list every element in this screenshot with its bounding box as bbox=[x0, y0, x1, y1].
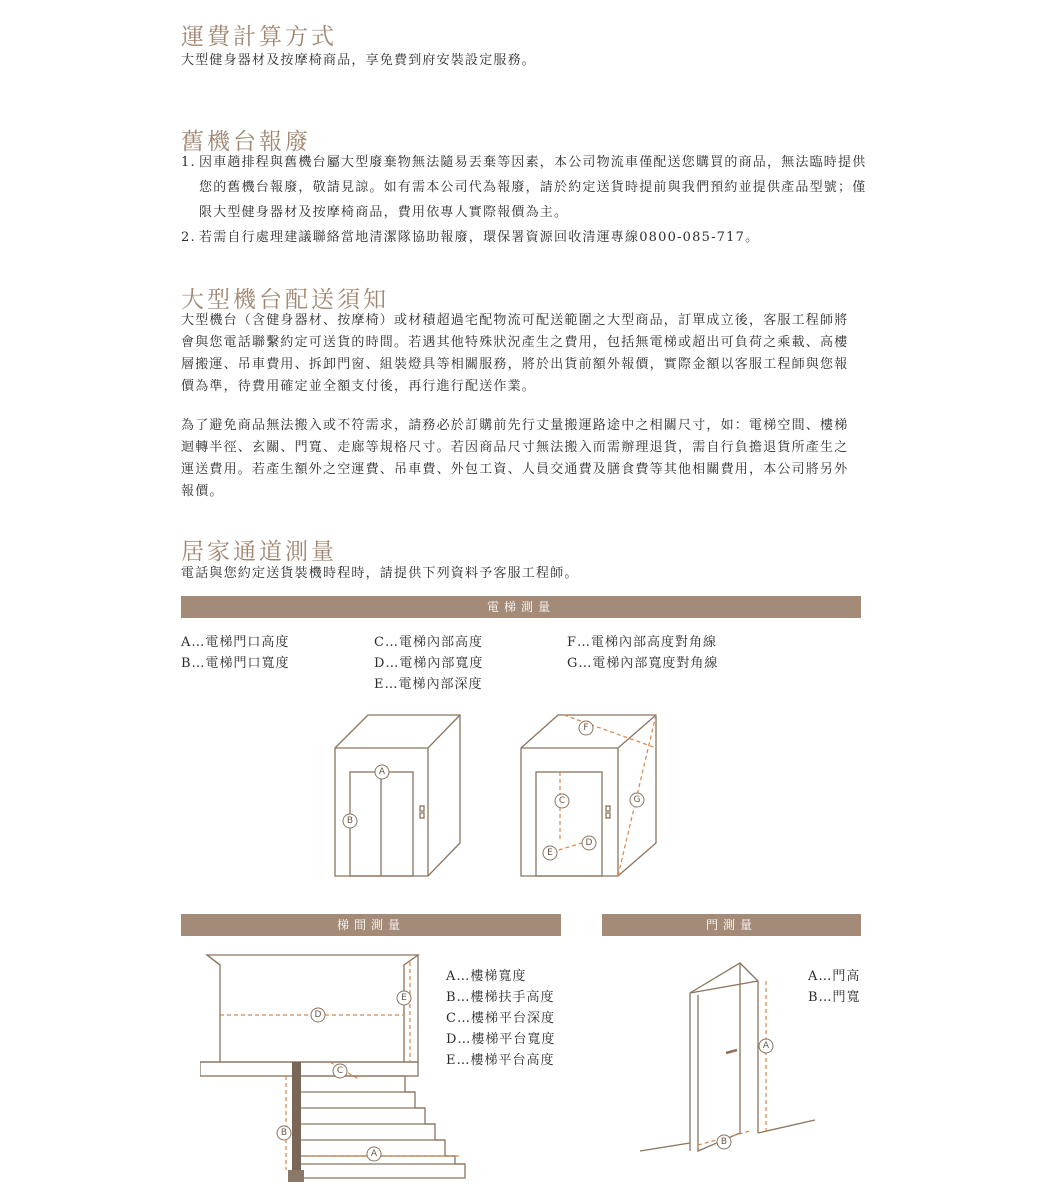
door-label-a: A…門高 bbox=[808, 969, 861, 984]
elevator-measure-bar: 電梯測量 bbox=[181, 596, 861, 618]
door-label-b: B…門寬 bbox=[808, 990, 861, 1005]
section-title-scrap: 舊機台報廢 bbox=[181, 129, 311, 155]
stairs-marker-e bbox=[397, 991, 411, 1005]
stairs-labels bbox=[446, 966, 555, 1071]
delivery-paragraph-1: 大型機台（含健身器材、按摩椅）或材積超過宅配物流可配送範圍之大型商品，訂單成立後，客服工程師將會與您電話聯繫約定可送貨的時間。若遇其他特殊狀況產生之費用，包括無電梯或超出可負荷之乘載、高樓層搬運、吊車費用、拆卸門窗、組裝燈具等相關服務，將於出貨前額外報價，實際金額以客服工程師與您報價為準，待費用確定並全額支付後，再行進行配送作業。 bbox=[181, 313, 849, 394]
elevator-exterior-diagram bbox=[330, 710, 465, 882]
svg-text:B: B bbox=[720, 1137, 728, 1147]
door-diagram bbox=[640, 955, 820, 1155]
scrap-item-text: 若需自行處理建議聯絡當地清潔隊協助報廢，環保署資源回收清運專線0800-085-717。 bbox=[199, 230, 760, 245]
measure-text: 電話與您約定送貨裝機時程時，請提供下列資料予客服工程師。 bbox=[181, 566, 579, 581]
stairs-marker-a bbox=[367, 1147, 381, 1161]
elevator-marker-a bbox=[375, 765, 389, 779]
stairs-diagram bbox=[200, 950, 480, 1182]
scrap-item-number: 1. bbox=[181, 155, 196, 170]
svg-text:D: D bbox=[314, 1010, 322, 1020]
svg-text:D: D bbox=[585, 838, 593, 848]
elevator-marker-d bbox=[582, 836, 596, 850]
stairs-label-c: C…樓梯平台深度 bbox=[446, 1011, 555, 1026]
svg-text:E: E bbox=[401, 993, 407, 1003]
svg-text:A: A bbox=[370, 1149, 378, 1159]
scrap-item bbox=[181, 225, 871, 250]
elevator-label-b: B…電梯門口寬度 bbox=[181, 656, 290, 671]
elevator-marker-b bbox=[343, 814, 357, 828]
elevator-interior-diagram bbox=[516, 710, 661, 882]
door-marker-a bbox=[759, 1039, 773, 1053]
door-measure-bar: 門測量 bbox=[602, 914, 861, 936]
elevator-label-c: C…電梯內部高度 bbox=[374, 635, 483, 650]
svg-text:B: B bbox=[280, 1128, 288, 1138]
stairs-label-a: A…樓梯寬度 bbox=[446, 969, 527, 984]
elevator-marker-f bbox=[579, 721, 593, 735]
door-labels bbox=[808, 966, 861, 1008]
elevator-label-a: A…電梯門口高度 bbox=[181, 635, 290, 650]
svg-text:A: A bbox=[762, 1041, 770, 1051]
svg-text:B: B bbox=[346, 816, 354, 826]
elevator-marker-g bbox=[630, 793, 644, 807]
elevator-label-d: D…電梯內部寬度 bbox=[374, 656, 484, 671]
svg-text:A: A bbox=[378, 767, 386, 777]
svg-text:C: C bbox=[558, 796, 566, 806]
stairs-marker-d bbox=[311, 1008, 325, 1022]
elevator-marker-e bbox=[543, 846, 557, 860]
elevator-marker-c bbox=[555, 794, 569, 808]
elevator-label-f: F…電梯內部高度對角線 bbox=[567, 635, 718, 650]
elevator-labels-col3 bbox=[567, 632, 718, 674]
svg-text:F: F bbox=[583, 723, 589, 733]
elevator-label-g: G…電梯內部寬度對角線 bbox=[567, 656, 719, 671]
elevator-labels-col2 bbox=[374, 632, 483, 695]
elevator-label-e: E…電梯內部深度 bbox=[374, 677, 483, 692]
door-marker-b bbox=[717, 1135, 731, 1149]
scrap-item-number: 2. bbox=[181, 230, 196, 245]
stairs-label-e: E…樓梯平台高度 bbox=[446, 1053, 555, 1068]
stairs-measure-bar: 梯間測量 bbox=[181, 914, 561, 936]
stairs-marker-b bbox=[277, 1126, 291, 1140]
scrap-item bbox=[181, 150, 871, 225]
svg-text:E: E bbox=[547, 848, 553, 858]
stairs-label-d: D…樓梯平台寬度 bbox=[446, 1032, 556, 1047]
svg-text:C: C bbox=[336, 1066, 344, 1076]
svg-text:G: G bbox=[633, 795, 641, 805]
stairs-label-b: B…樓梯扶手高度 bbox=[446, 990, 555, 1005]
section-title-delivery: 大型機台配送須知 bbox=[181, 287, 389, 313]
section-title-measure: 居家通道測量 bbox=[181, 539, 337, 565]
stairs-marker-c bbox=[333, 1064, 347, 1078]
delivery-paragraph-2: 為了避免商品無法搬入或不符需求，請務必於訂購前先行丈量搬運路途中之相關尺寸，如：電梯空間、樓梯迴轉半徑、玄關、門寬、走廊等規格尺寸。若因商品尺寸無法搬入而需辦理退貨，需自行負擔退貨所產生之運送費用。若產生額外之空運費、吊車費、外包工資、人員交通費及膳食費等其他相關費用，本公司將另外報價。 bbox=[181, 418, 849, 499]
elevator-labels-col1 bbox=[181, 632, 290, 674]
section-title-shipping: 運費計算方式 bbox=[181, 24, 337, 50]
shipping-text: 大型健身器材及按摩椅商品，享免費到府安裝設定服務。 bbox=[181, 53, 537, 68]
scrap-list bbox=[181, 150, 871, 250]
scrap-item-text: 因車趟排程與舊機台屬大型廢棄物無法隨易丟棄等因素，本公司物流車僅配送您購買的商品，無法臨時提供您的舊機台報廢，敬請見諒。如有需本公司代為報廢，請於約定送貨時提前與我們預約並提供產品型號；僅限大型健身器材及按摩椅商品，費用依專人實際報價為主。 bbox=[199, 155, 867, 220]
